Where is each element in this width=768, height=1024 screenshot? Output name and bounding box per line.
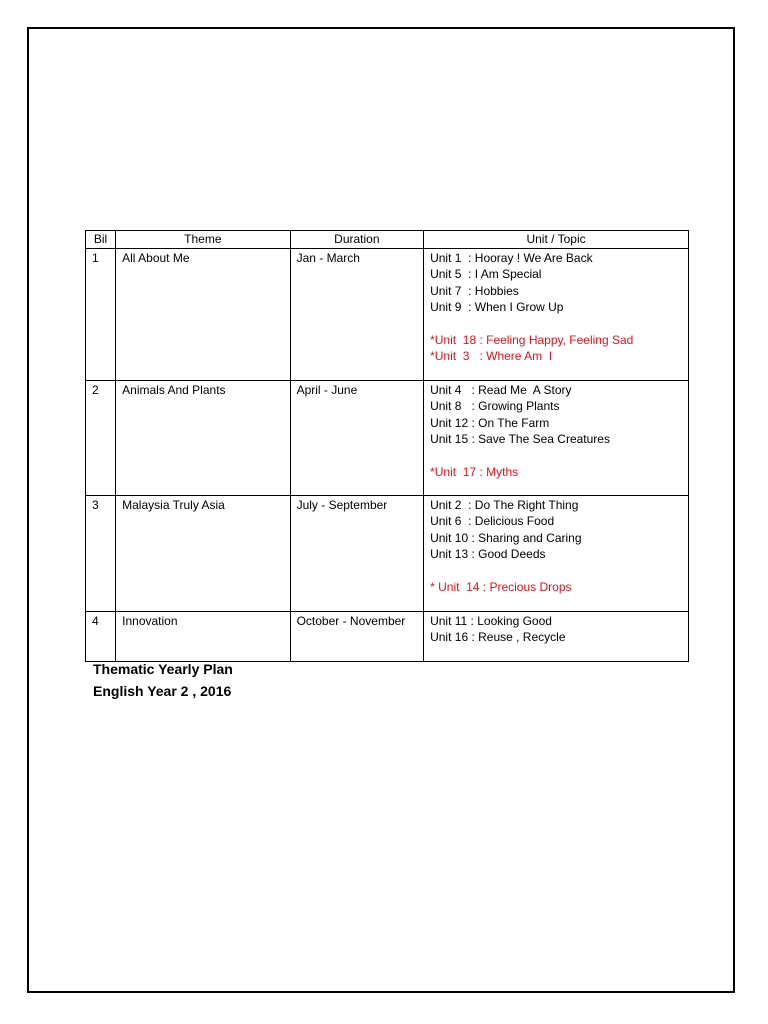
cell-bil: 2 xyxy=(86,381,116,496)
cell-duration: Jan - March xyxy=(290,249,424,381)
cell-units xyxy=(424,496,689,612)
unit-item: Unit 6 : Delicious Food xyxy=(430,514,555,529)
document-title: Thematic Yearly Plan xyxy=(93,661,233,677)
cell-bil: 1 xyxy=(86,249,116,381)
cell-theme: Innovation xyxy=(116,612,290,662)
cell-units xyxy=(424,381,689,496)
unit-item: Unit 10 : Sharing and Caring xyxy=(430,530,582,545)
header-bil: Bil xyxy=(86,231,116,249)
unit-item: Unit 7 : Hobbies xyxy=(430,283,519,298)
table-row xyxy=(86,249,689,381)
header-duration: Duration xyxy=(290,231,424,249)
cell-theme: Malaysia Truly Asia xyxy=(116,496,290,612)
unit-item: Unit 15 : Save The Sea Creatures xyxy=(430,432,610,447)
cell-duration: July - September xyxy=(290,496,424,612)
unit-item: Unit 2 : Do The Right Thing xyxy=(430,498,579,512)
table-row xyxy=(86,381,689,496)
extra-unit-item: *Unit 18 : Feeling Happy, Feeling Sad xyxy=(430,333,634,348)
unit-item: Unit 9 : When I Grow Up xyxy=(430,300,564,315)
cell-duration: April - June xyxy=(290,381,424,496)
unit-spacer xyxy=(430,563,682,579)
table-header-row xyxy=(86,231,689,249)
unit-item: Unit 5 : I Am Special xyxy=(430,267,542,282)
unit-item: Unit 4 : Read Me A Story xyxy=(430,383,572,397)
unit-spacer xyxy=(430,448,682,464)
header-theme: Theme xyxy=(116,231,290,249)
unit-item: Unit 11 : Looking Good xyxy=(430,614,552,628)
thematic-plan-table xyxy=(85,230,689,662)
unit-item: Unit 13 : Good Deeds xyxy=(430,547,546,562)
extra-unit-item: *Unit 17 : Myths xyxy=(430,465,519,480)
unit-item: Unit 12 : On The Farm xyxy=(430,415,550,430)
table-row xyxy=(86,496,689,612)
unit-item: Unit 1 : Hooray ! We Are Back xyxy=(430,251,593,265)
table-row xyxy=(86,612,689,662)
extra-unit-item: *Unit 3 : Where Am I xyxy=(430,349,553,364)
unit-item: Unit 16 : Reuse , Recycle xyxy=(430,630,566,645)
cell-theme: All About Me xyxy=(116,249,290,381)
unit-item: Unit 8 : Growing Plants xyxy=(430,399,560,414)
header-unit-topic: Unit / Topic xyxy=(424,231,689,249)
cell-bil: 3 xyxy=(86,496,116,612)
cell-duration: October - November xyxy=(290,612,424,662)
cell-units xyxy=(424,249,689,381)
unit-spacer xyxy=(430,316,682,332)
cell-theme: Animals And Plants xyxy=(116,381,290,496)
cell-units xyxy=(424,612,689,662)
cell-bil: 4 xyxy=(86,612,116,662)
extra-unit-item: * Unit 14 : Precious Drops xyxy=(430,580,572,595)
document-subtitle: English Year 2 , 2016 xyxy=(93,683,232,699)
